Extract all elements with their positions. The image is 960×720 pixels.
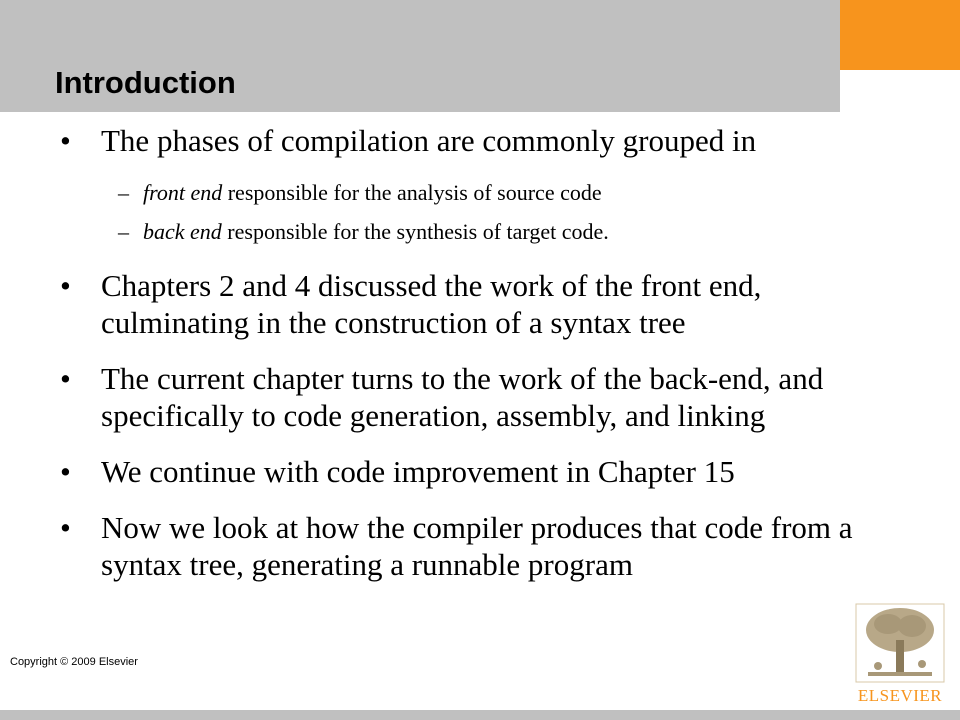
- bullet-text: We continue with code improvement in Chapter 15: [101, 454, 735, 489]
- tree-icon: [848, 600, 952, 686]
- copyright-text: Copyright © 2009 Elsevier: [10, 656, 138, 668]
- bullet-item: [60, 267, 900, 341]
- footer-band: [0, 710, 960, 720]
- bullet-dot: •: [60, 454, 71, 489]
- bullet-text: Now we look at how the compiler produces that code from a syntax tree, generating a runnable program: [101, 510, 853, 582]
- orange-accent-block: [840, 0, 960, 70]
- bullet-text: The current chapter turns to the work of the back-end, and specifically to code generation, assembly, and linking: [101, 361, 824, 433]
- slide-content: [60, 122, 900, 602]
- slide-title: Introduction: [55, 65, 236, 100]
- bullet-item: [60, 360, 900, 434]
- sub-dash: –: [118, 219, 129, 244]
- sub-list: [60, 178, 900, 247]
- bullet-dot: •: [60, 268, 71, 303]
- sub-text: responsible for the synthesis of target code.: [221, 219, 609, 244]
- sub-item: [60, 217, 900, 247]
- bullet-dot: •: [60, 123, 71, 158]
- sub-item: [60, 178, 900, 208]
- logo-wordmark: ELSEVIER: [857, 686, 943, 705]
- sub-emphasis: front end: [143, 180, 223, 205]
- bullet-dot: •: [60, 361, 71, 396]
- bullet-dot: •: [60, 510, 71, 545]
- sub-emphasis: back end: [143, 219, 222, 244]
- bullet-text: The phases of compilation are commonly grouped in: [101, 123, 757, 158]
- bullet-item: [60, 509, 900, 583]
- sub-text: responsible for the analysis of source code: [222, 180, 602, 205]
- sub-dash: –: [118, 180, 129, 205]
- bullet-text: Chapters 2 and 4 discussed the work of the front end, culminating in the construction of a syntax tree: [101, 268, 762, 340]
- bullet-item: [60, 453, 900, 490]
- elsevier-logo: [848, 600, 952, 710]
- bullet-item: [60, 122, 900, 159]
